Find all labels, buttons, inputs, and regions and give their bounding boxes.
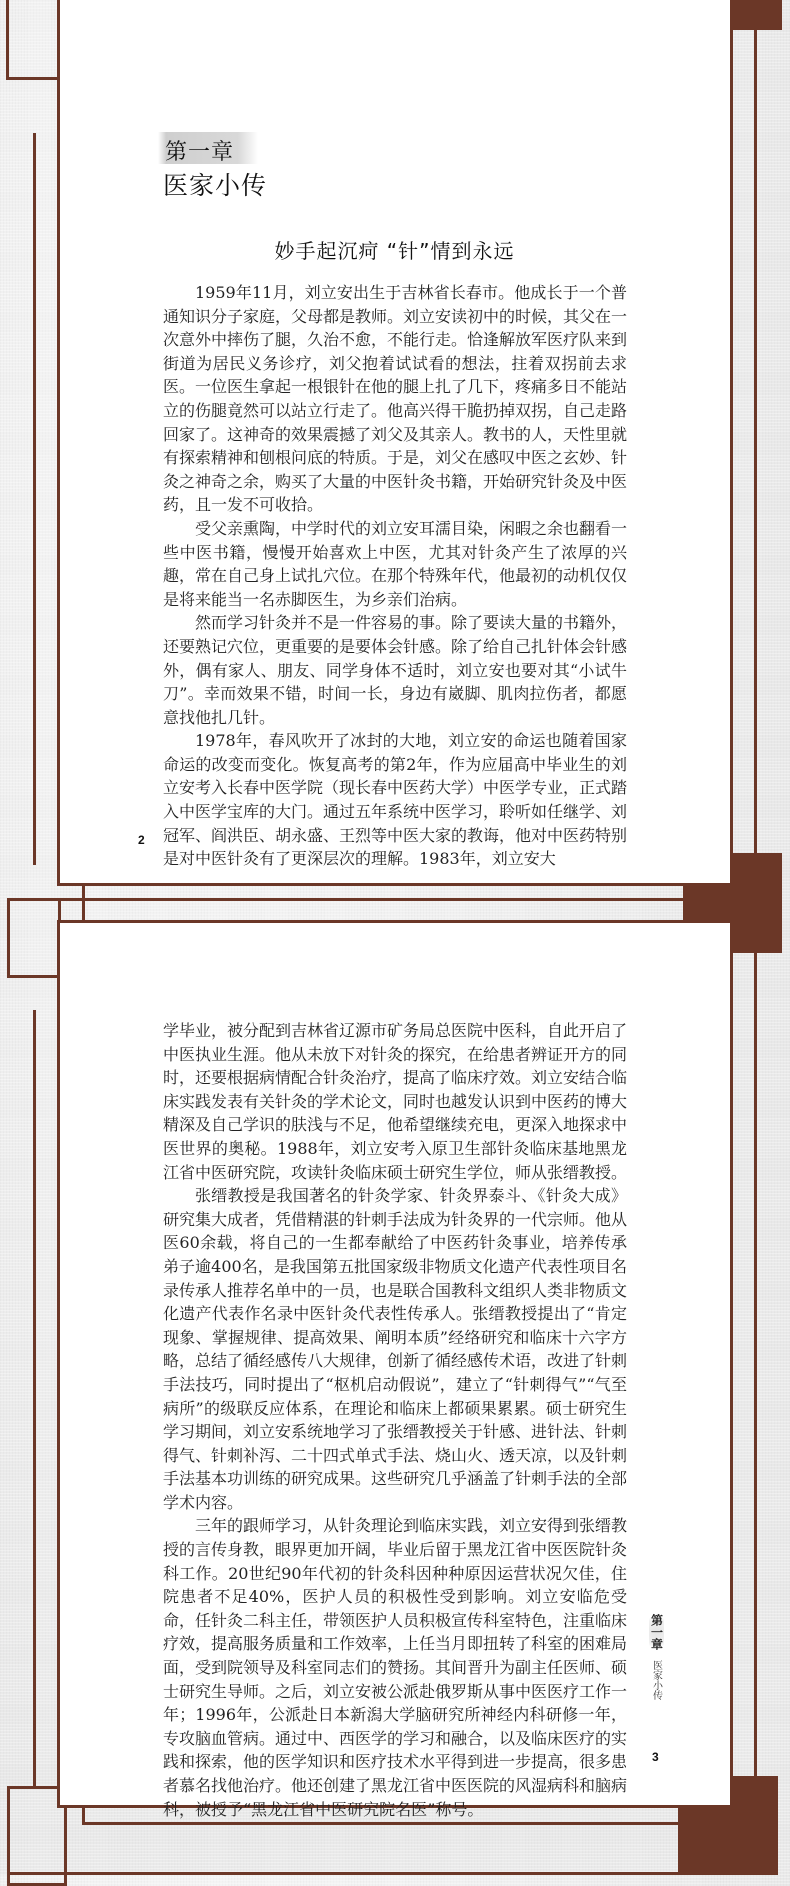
- paragraph: 张缙教授是我国著名的针灸学家、针灸界泰斗、《针灸大成》研究集大成者，凭借精湛的针刺手法成为针灸界的一代宗师。他从医60余载，将自己的一生都奉献给了中医药针灸事业，培养传承弟子逾400名，是我国第五批国家级非物质文化遗产代表性项目名录传承人推荐名单中的一员，也是联合国教科文组织人类非物质文化遗产代表作名录中医针灸代表性传承人。张缙教授提出了“肯定现象、掌握规律、提高效果、阐明本质”经络研究和临床十六字方略，总结了循经感传八大规律，创新了循经感传术语，改进了针刺手法技巧，同时提出了“枢机启动假说”，建立了“针刺得气”“气至病所”的级联反应体系，在理论和临床上都硕果累累。硕士研究生学习期间，刘立安系统地学习了张缙教授关于针感、进针法、针刺得气、针刺补泻、二十四式单式手法、烧山火、透天凉，以及针刺手法基本功训练的研究成果。这些研究几乎涵盖了针刺手法的全部学术内容。: [163, 1186, 628, 1512]
- page-number: 3: [652, 1750, 659, 1764]
- frame-corner-top-left: [6, 0, 61, 80]
- side-tab-chapter: 第一章: [649, 1614, 664, 1650]
- side-chapter-tab: [646, 1612, 666, 1700]
- frame-block-top-right: [730, 0, 782, 30]
- frame-band-line: [7, 898, 683, 901]
- frame-line-left-lower: [33, 1010, 36, 1787]
- side-tab-name: 医家小传: [650, 1660, 662, 1700]
- page-number: 2: [138, 833, 145, 847]
- page-3-body: [163, 1019, 627, 1821]
- frame-line-left-upper: [33, 133, 36, 865]
- paragraph: 三年的跟师学习，从针灸理论到临床实践，刘立安得到张缙教授的言传身教，眼界更加开阔，毕业后留于黑龙江省中医医院针灸科工作。20世纪90年代初的针灸科因种种原因运营状况欠佳，住院患者不足40%，医护人员的积极性受到影响。刘立安临危受命，任针灸二科主任，带领医护人员积极宣传科室特色，注重临床疗效，提高服务质量和工作效率，上任当月即扭转了科室的困难局面，受到院领导及科室同志们的赞扬。其间晋升为副主任医师、硕士研究生导师。之后，刘立安被公派赴俄罗斯从事中医医疗工作一年；1996年，公派赴日本新潟大学脑研究所神经内科研修一年，专攻脑血管病。通过中、西医学的学习和融合，以及临床医疗的实践和探索，他的医学知识和医疗技术水平得到进一步提高，很多患者慕名找他治疗。他还创建了黑龙江省中医医院的风湿病科和脑病科，被授予“黑龙江省中医研究院名医”称号。: [163, 1516, 628, 1819]
- paragraph: 学毕业，被分配到吉林省辽源市矿务局总医院中医科，自此开启了中医执业生涯。他从未放下对针灸的探究，在给患者辨证开方的同时，还要根据病情配合针灸治疗，提高了临床疗效。刘立安结合临床实践发表有关针灸的学术论文，同时也越发认识到中医药的博大精深及自己学识的肤浅与不足，他希望继续充电，更深入地探求中医世界的奥秘。1988年，刘立安考入原卫生部针灸临床基地黑龙江省中医研究院，攻读针灸临床硕士研究生学位，师从张缙教授。: [163, 1021, 628, 1182]
- chapter-name: 医家小传: [163, 171, 268, 200]
- frame-corner-mid-left: [7, 898, 61, 978]
- frame-band-line-bottom: [82, 1822, 682, 1825]
- page-2-body: [163, 281, 627, 871]
- frame-band-divider: [82, 883, 85, 923]
- section-title: 妙手起沉疴 “针”情到永远: [274, 239, 515, 263]
- paragraph: 1959年11月，刘立安出生于吉林省长春市。他成长于一个普通知识分子家庭，父母都是教师。刘立安读初中的时候，其父在一次意外中摔伤了腿，久治不愈，不能行走。恰逢解放军医疗队来到街道为居民义务诊疗，刘父抱着试试看的想法，拄着双拐前去求医。一位医生拿起一根银针在他的腿上扎了几下，疼痛多日不能站立的伤腿竟然可以站立行走了。他高兴得干脆扔掉双拐，自己走路回家了。这神奇的效果震撼了刘父及其亲人。教书的人，天性里就有探索精神和刨根问底的特质。于是，刘父在感叹中医之玄妙、针灸之神奇之余，购买了大量的中医针灸书籍，开始研究针灸及中医药，且一发不可收拾。: [163, 283, 628, 515]
- paragraph: 然而学习针灸并不是一件容易的事。除了要读大量的书籍外，还要熟记穴位，更重要的是要体会针感。除了给自己扎针体会针感外，偶有家人、朋友、同学身体不适时，刘立安也要对其“小试牛刀”。幸而效果不错，时间一长，身边有崴脚、肌肉拉伤者，都愿意找他扎几针。: [163, 613, 628, 727]
- chapter-number-text: 第一章: [165, 140, 235, 165]
- paragraph: 1978年，春风吹开了冰封的大地，刘立安的命运也随着国家命运的改变而变化。恢复高考的第2年，作为应届高中毕业生的刘立安考入长春中医学院（现长春中医药大学）中医学专业，正式踏入中医学宝库的大门。通过五年系统中医学习，聆听如任继学、刘冠军、阎洪臣、胡永盛、王烈等中医大家的教诲，他对中医药特别是对中医针灸有了更深层次的理解。1983年，刘立安大: [163, 731, 628, 869]
- paragraph: 受父亲熏陶，中学时代的刘立安耳濡目染，闲暇之余也翻看一些中医书籍，慢慢开始喜欢上中医，尤其对针灸产生了浓厚的兴趣，常在自己身上试扎穴位。在那个特殊年代，他最初的动机仅仅是将来能当一名赤脚医生，为乡亲们治病。: [163, 518, 628, 609]
- chapter-number-label: [158, 132, 258, 164]
